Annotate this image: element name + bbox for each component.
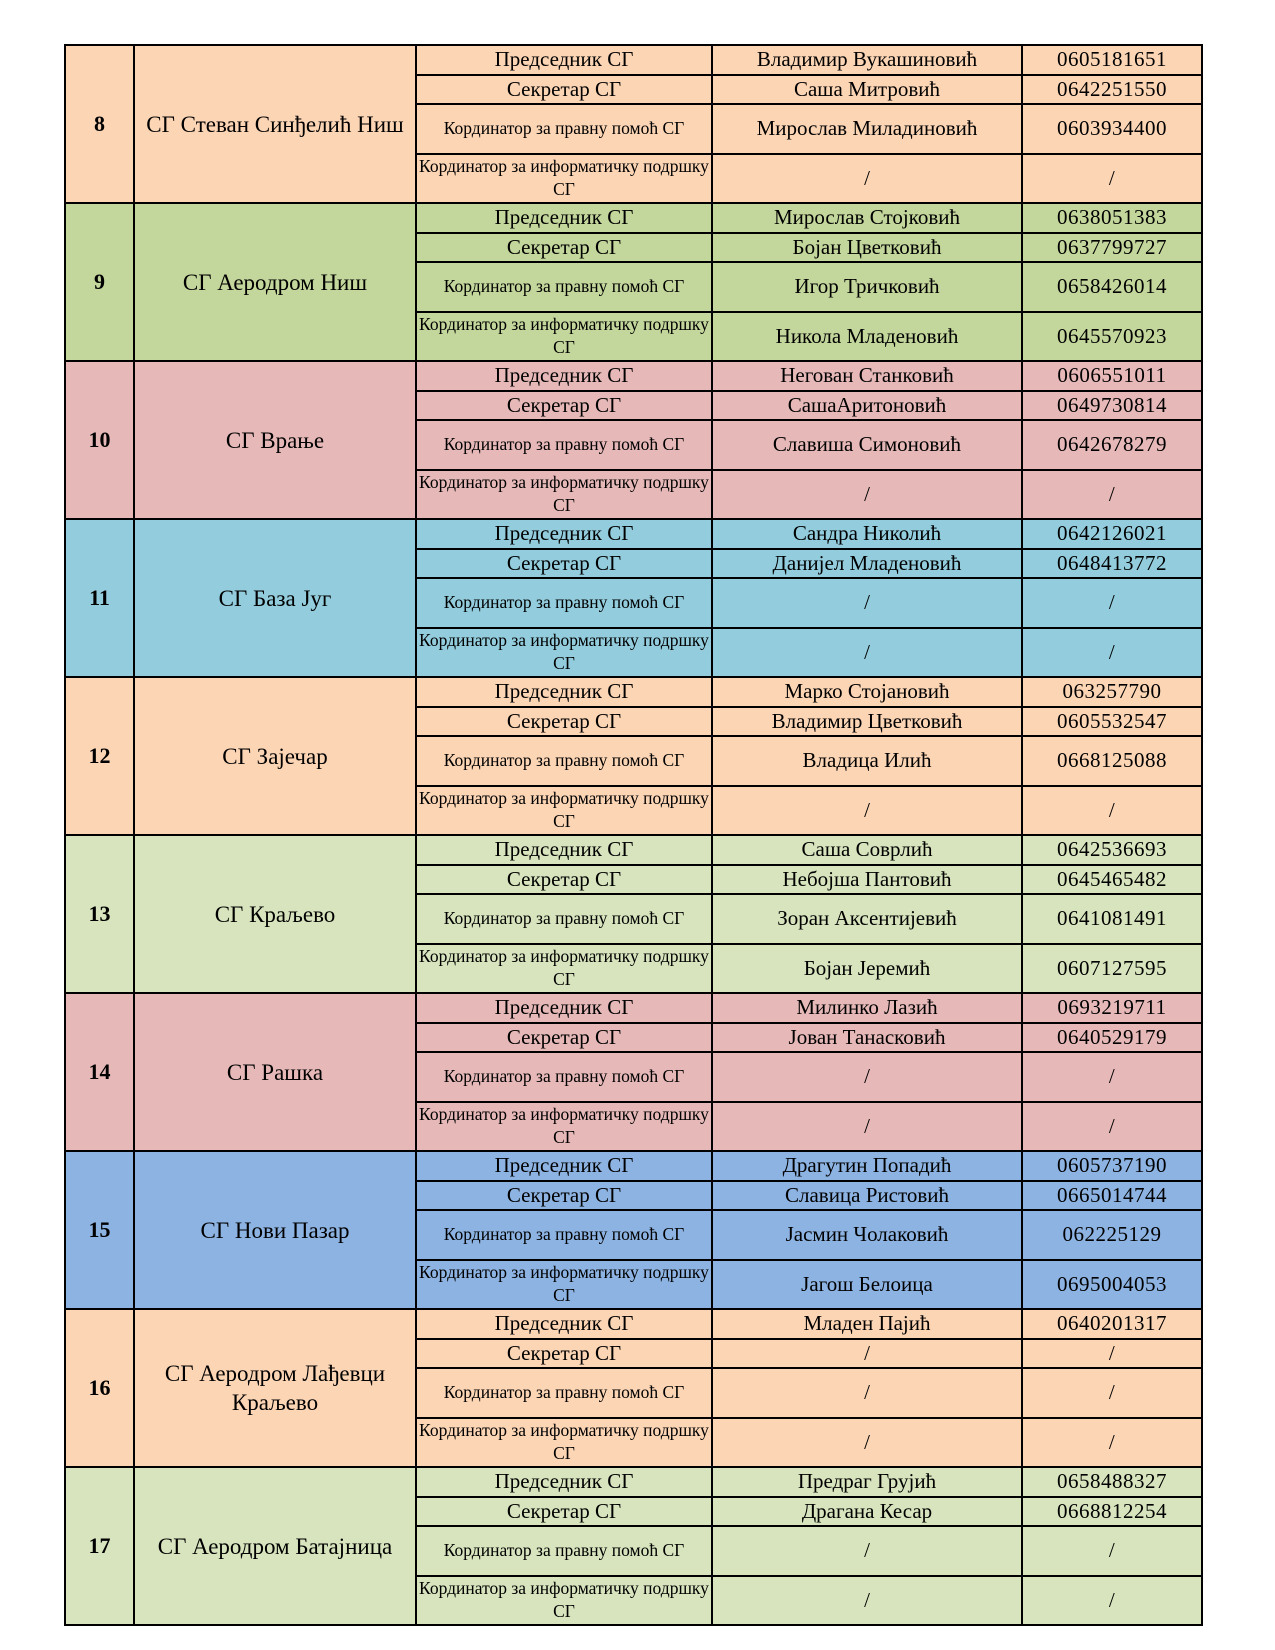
member-name: Владимир Вукашиновић [712,45,1022,75]
role-label: Кординатор за правну помоћ СГ [416,578,712,628]
member-name: / [712,1418,1022,1468]
group-name: СГ Зајечар [134,677,416,835]
member-phone: 062225129 [1022,1210,1202,1260]
role-label: Председник СГ [416,203,712,233]
member-phone: 0605181651 [1022,45,1202,75]
role-label: Секретар СГ [416,549,712,579]
member-phone: 0642251550 [1022,75,1202,105]
member-phone: 0658488327 [1022,1467,1202,1497]
group-name: СГ Краљево [134,835,416,993]
member-name: Негован Станковић [712,361,1022,391]
group-number: 14 [65,993,134,1151]
member-phone: / [1022,470,1202,520]
member-name: / [712,154,1022,204]
table-row [65,45,1202,75]
role-label: Кординатор за информатичку подршку СГ [416,786,712,836]
member-phone: 0642678279 [1022,420,1202,470]
member-name: Јагош Белоица [712,1260,1022,1310]
role-label: Председник СГ [416,1309,712,1339]
group-number: 13 [65,835,134,993]
member-phone: 0665014744 [1022,1181,1202,1211]
role-label: Секретар СГ [416,1023,712,1053]
member-phone: / [1022,1339,1202,1369]
role-label: Секретар СГ [416,1497,712,1527]
member-phone: 0693219711 [1022,993,1202,1023]
member-name: / [712,628,1022,678]
member-name: Зоран Аксентијевић [712,894,1022,944]
group-name: СГ Аеродром Батајница [134,1467,416,1625]
member-name: Мирослав Миладиновић [712,104,1022,154]
role-label: Кординатор за правну помоћ СГ [416,262,712,312]
member-phone: 0668812254 [1022,1497,1202,1527]
member-name: Саша Митровић [712,75,1022,105]
member-name: / [712,786,1022,836]
member-phone: / [1022,1052,1202,1102]
role-label: Кординатор за информатичку подршку СГ [416,628,712,678]
member-phone: 0645465482 [1022,865,1202,895]
member-phone: / [1022,1418,1202,1468]
member-phone: 0637799727 [1022,233,1202,263]
group-name: СГ Врање [134,361,416,519]
member-name: Јован Танасковић [712,1023,1022,1053]
member-phone: 0649730814 [1022,391,1202,421]
member-name: / [712,578,1022,628]
member-phone: 0607127595 [1022,944,1202,994]
member-name: Небојша Пантовић [712,865,1022,895]
group-number: 17 [65,1467,134,1625]
member-phone: 0668125088 [1022,736,1202,786]
member-name: / [712,1526,1022,1576]
member-name: Милинко Лазић [712,993,1022,1023]
member-name: / [712,1102,1022,1152]
role-label: Секретар СГ [416,1339,712,1369]
member-name: Драгутин Попадић [712,1151,1022,1181]
role-label: Секретар СГ [416,75,712,105]
role-label: Председник СГ [416,835,712,865]
member-phone: / [1022,1526,1202,1576]
role-label: Кординатор за информатичку подршку СГ [416,312,712,362]
role-label: Кординатор за информатичку подршку СГ [416,470,712,520]
member-phone: 0603934400 [1022,104,1202,154]
role-label: Кординатор за информатичку подршку СГ [416,1418,712,1468]
member-name: Марко Стојановић [712,677,1022,707]
member-name: Јасмин Чолаковић [712,1210,1022,1260]
table-row [65,677,1202,707]
member-name: Владица Илић [712,736,1022,786]
group-name: СГ Аеродром Лађевци Краљево [134,1309,416,1467]
role-label: Председник СГ [416,361,712,391]
role-label: Секретар СГ [416,233,712,263]
member-phone: 0658426014 [1022,262,1202,312]
member-phone: 0641081491 [1022,894,1202,944]
role-label: Председник СГ [416,677,712,707]
member-phone: 0605532547 [1022,707,1202,737]
group-name: СГ База Југ [134,519,416,677]
member-phone: 0605737190 [1022,1151,1202,1181]
group-name: СГ Рашка [134,993,416,1151]
member-name: / [712,1368,1022,1418]
table-row [65,361,1202,391]
role-label: Кординатор за правну помоћ СГ [416,420,712,470]
union-groups-table-body [65,45,1202,1625]
role-label: Кординатор за информатичку подршку СГ [416,1260,712,1310]
member-name: / [712,1339,1022,1369]
member-phone: / [1022,154,1202,204]
member-phone: 0606551011 [1022,361,1202,391]
table-row [65,519,1202,549]
member-phone: 0640201317 [1022,1309,1202,1339]
group-number: 11 [65,519,134,677]
role-label: Секретар СГ [416,865,712,895]
member-name: Бојан Цветковић [712,233,1022,263]
role-label: Председник СГ [416,519,712,549]
group-number: 9 [65,203,134,361]
member-name: Младен Пајић [712,1309,1022,1339]
member-name: СашаАритоновић [712,391,1022,421]
member-phone: 0645570923 [1022,312,1202,362]
member-name: Никола Младеновић [712,312,1022,362]
role-label: Кординатор за правну помоћ СГ [416,894,712,944]
member-phone: / [1022,1368,1202,1418]
role-label: Кординатор за правну помоћ СГ [416,104,712,154]
member-name: Славиша Симоновић [712,420,1022,470]
member-phone: 063257790 [1022,677,1202,707]
member-phone: / [1022,628,1202,678]
member-name: / [712,470,1022,520]
role-label: Председник СГ [416,1151,712,1181]
member-name: Владимир Цветковић [712,707,1022,737]
member-phone: 0642536693 [1022,835,1202,865]
member-phone: 0695004053 [1022,1260,1202,1310]
group-name: СГ Нови Пазар [134,1151,416,1309]
role-label: Кординатор за информатичку подршку СГ [416,1576,712,1626]
table-row [65,1151,1202,1181]
member-phone: / [1022,1102,1202,1152]
member-name: Саша Соврлић [712,835,1022,865]
member-name: Славица Ристовић [712,1181,1022,1211]
role-label: Кординатор за правну помоћ СГ [416,1210,712,1260]
member-name: Предраг Грујић [712,1467,1022,1497]
member-phone: / [1022,578,1202,628]
member-name: Игор Тричковић [712,262,1022,312]
member-name: / [712,1052,1022,1102]
table-row [65,1467,1202,1497]
table-row [65,993,1202,1023]
member-name: Мирослав Стојковић [712,203,1022,233]
role-label: Секретар СГ [416,707,712,737]
role-label: Председник СГ [416,45,712,75]
member-name: Данијел Младеновић [712,549,1022,579]
table-row [65,203,1202,233]
table-row [65,835,1202,865]
role-label: Кординатор за информатичку подршку СГ [416,154,712,204]
role-label: Кординатор за правну помоћ СГ [416,736,712,786]
union-groups-table [64,44,1203,1626]
table-row [65,1309,1202,1339]
member-name: Сандра Николић [712,519,1022,549]
member-phone: 0638051383 [1022,203,1202,233]
role-label: Председник СГ [416,1467,712,1497]
role-label: Кординатор за информатичку подршку СГ [416,1102,712,1152]
role-label: Председник СГ [416,993,712,1023]
group-number: 10 [65,361,134,519]
member-phone: 0640529179 [1022,1023,1202,1053]
member-name: / [712,1576,1022,1626]
member-phone: 0642126021 [1022,519,1202,549]
group-number: 15 [65,1151,134,1309]
group-number: 12 [65,677,134,835]
group-number: 8 [65,45,134,203]
role-label: Кординатор за правну помоћ СГ [416,1052,712,1102]
group-number: 16 [65,1309,134,1467]
role-label: Секретар СГ [416,1181,712,1211]
role-label: Секретар СГ [416,391,712,421]
member-phone: / [1022,786,1202,836]
role-label: Кординатор за информатичку подршку СГ [416,944,712,994]
member-name: Бојан Јеремић [712,944,1022,994]
group-name: СГ Аеродром Ниш [134,203,416,361]
group-name: СГ Стеван Синђелић Ниш [134,45,416,203]
role-label: Кординатор за правну помоћ СГ [416,1368,712,1418]
member-name: Драгана Кесар [712,1497,1022,1527]
member-phone: / [1022,1576,1202,1626]
member-phone: 0648413772 [1022,549,1202,579]
role-label: Кординатор за правну помоћ СГ [416,1526,712,1576]
